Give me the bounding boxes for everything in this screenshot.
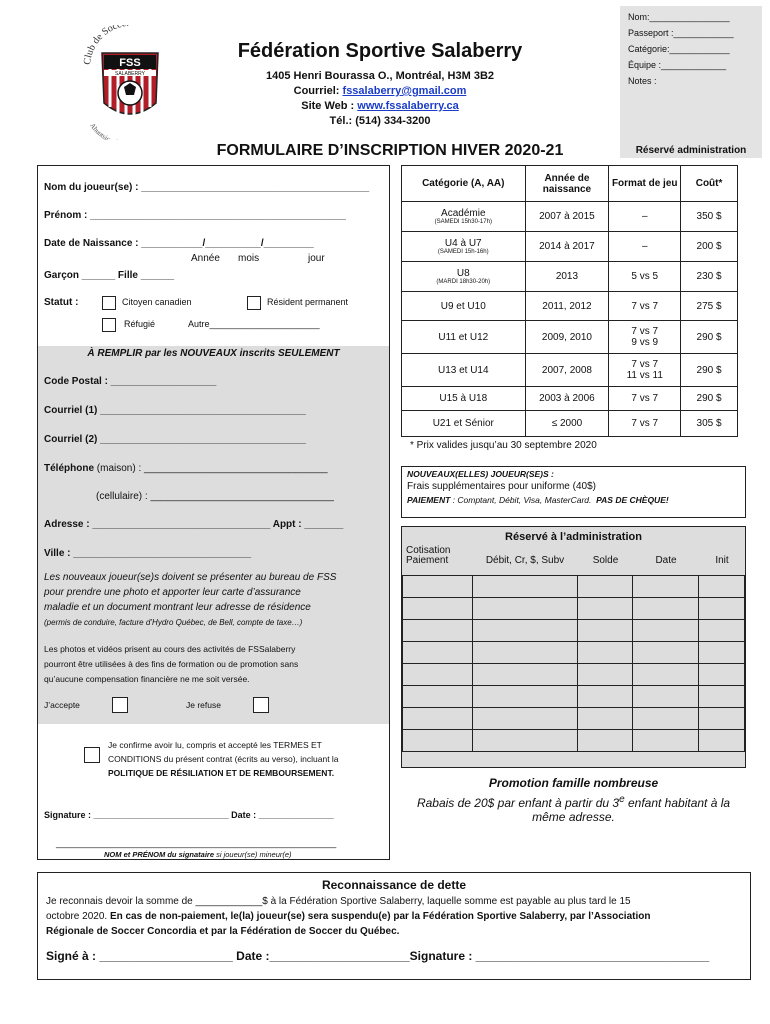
photos-consent-1: Les photos et vidéos prisent au cours des activités de FSSalaberry — [44, 644, 296, 654]
table-row: U15 à U18 2003 à 2006 7 vs 7 290 $ — [402, 387, 738, 411]
header-game-format: Format de jeu — [609, 166, 681, 202]
refugee-checkbox[interactable] — [102, 318, 116, 332]
terms-checkbox[interactable] — [84, 747, 100, 763]
table-row: Académie (SAMEDI 15h30-17h) 2007 à 2015 – 350 $ — [402, 202, 738, 232]
admin-passeport-field[interactable]: Passeport :____________ — [628, 28, 734, 38]
svg-text:Ahuntsic · Cartierville — [88, 122, 146, 140]
website-link[interactable]: www.fssalaberry.ca — [357, 100, 459, 112]
table-row: U13 et U14 2007, 2008 7 vs 7 11 vs 11 290 $ — [402, 354, 738, 387]
table-row: U8 (MARDI 18h30-20h) 2013 5 vs 5 230 $ — [402, 262, 738, 292]
admin-payment-title: Réservé à l’administration — [505, 531, 642, 543]
email-link[interactable]: fssalaberry@gmail.com — [342, 85, 467, 97]
admin-payment-grid[interactable] — [402, 575, 745, 752]
player-name-field[interactable]: Nom du joueur(se) : _________________________________________ — [44, 182, 370, 193]
table-row: U11 et U12 2009, 2010 7 vs 7 9 vs 9 290 $ — [402, 321, 738, 354]
terms-text-2: CONDITIONS du présent contrat (écrits au verso), incluant la — [108, 754, 339, 764]
category-price-table — [401, 165, 738, 437]
new-players-note-2: pour prendre une photo et apporter leur carte d’assurance — [44, 587, 301, 598]
admin-categorie-field[interactable]: Catégorie:____________ — [628, 44, 730, 54]
email1-field[interactable]: Courriel (1) _____________________________________ — [44, 405, 306, 416]
accept-label: J’accepte — [44, 700, 80, 710]
logo-fss-text: FSS — [119, 57, 141, 69]
organization-email — [190, 85, 570, 97]
admin-reserved-label: Réservé administration — [635, 145, 747, 156]
price-footnote: * Prix valides jusqu’au 30 septembre 2020 — [410, 440, 597, 451]
refuse-checkbox[interactable] — [253, 697, 269, 713]
debt-line-2: octobre 2020. En cas de non-paiement, le(la) joueur(se) sera suspendu(e) par la Fédération Sportive Salaberry, par l’Association — [46, 911, 651, 922]
email2-field[interactable]: Courriel (2) _____________________________________ — [44, 434, 306, 445]
photos-consent-3: qu’aucune compensation financière ne me soit versée. — [44, 674, 250, 684]
cotisation-label: Cotisation — [406, 545, 451, 556]
postal-code-field[interactable]: Code Postal : ___________________ — [44, 376, 217, 387]
header-category: Catégorie (A, AA) — [402, 166, 526, 202]
photos-consent-2: pourront être utilisées à des fins de formation ou de promotion sans — [44, 659, 299, 669]
other-status-field[interactable]: Autre______________________ — [188, 319, 320, 329]
home-phone-field[interactable]: Téléphone (maison) : _________________________________ — [44, 463, 328, 474]
citizen-label: Citoyen canadien — [122, 297, 192, 307]
form-title: FORMULAIRE D’INSCRIPTION HIVER 2020-21 — [216, 142, 564, 159]
admin-notes-field[interactable]: Notes : — [628, 76, 657, 86]
table-row: U9 et U10 2011, 2012 7 vs 7 275 $ — [402, 292, 738, 321]
signatory-name-label: NOM et PRÉNOM du signataire si joueur(se) mineur(e) — [104, 850, 292, 859]
website-label: Site Web : — [301, 100, 358, 112]
club-logo — [80, 25, 180, 140]
logo-arc-bottom-text: Ahuntsic — [88, 121, 112, 140]
birth-year-hint: Année — [191, 253, 220, 264]
refuse-label: Je refuse — [186, 700, 221, 710]
organization-phone: Tél.: (514) 334-3200 — [329, 115, 431, 127]
status-label: Statut : — [44, 297, 79, 308]
signature-date-field[interactable]: Signature : ___________________________ Date : _______________ — [44, 810, 334, 820]
terms-text-3: POLITIQUE DE RÉSILIATION ET DE REMBOURSEMENT. — [108, 768, 335, 778]
terms-text-1: Je confirme avoir lu, compris et accepté les TERMES ET — [108, 740, 322, 750]
table-row: U21 et Sénior ≤ 2000 7 vs 7 305 $ — [402, 411, 738, 437]
cell-phone-field[interactable]: (cellulaire) : _________________________________ — [96, 491, 334, 502]
admin-reserved-box — [620, 6, 762, 158]
table-header-row — [402, 166, 738, 202]
logo-band-text: SALABERRY — [115, 71, 145, 77]
permanent-resident-checkbox[interactable] — [247, 296, 261, 310]
accept-checkbox[interactable] — [112, 697, 128, 713]
birth-date-field[interactable]: Date de Naissance : ___________/__________/_________ — [44, 238, 314, 249]
gender-field[interactable]: Garçon ______ Fille ______ — [44, 270, 175, 281]
birth-month-hint: mois — [238, 253, 260, 264]
header-cost: Coût* — [681, 166, 738, 202]
organization-address: 1405 Henri Bourassa O., Montréal, H3M 3B2 — [265, 70, 495, 82]
city-field[interactable]: Ville : ________________________________ — [44, 548, 252, 559]
promo-text: Rabais de 20$ par enfant à partir du 3e enfant habitant à la même adresse. — [416, 794, 731, 824]
logo-arc-top-text: Club de Soc — [81, 25, 119, 66]
debt-line-1[interactable]: Je reconnais devoir la somme de ____________$ à la Fédération Sportive Salaberry, laquelle somme est payable au plus tard le 15 — [46, 896, 631, 907]
header-birth-year: Année de naissance — [525, 166, 609, 202]
promo-title: Promotion famille nombreuse — [488, 776, 659, 790]
payment-methods: PAIEMENT : Comptant, Débit, Visa, MasterCard. PAS DE CHÈQUE! — [407, 495, 669, 505]
citizen-checkbox[interactable] — [102, 296, 116, 310]
uniform-fees: Frais supplémentaires pour uniforme (40$) — [407, 481, 596, 492]
table-row: U4 à U7 (SAMEDI 15h-16h) 2014 à 2017 – 200 $ — [402, 232, 738, 262]
permanent-resident-label: Résident permanent — [267, 297, 349, 307]
new-players-note-4: (permis de conduire, facture d’Hydro Québec, de Bell, compte de taxe…) — [44, 618, 303, 627]
new-players-note-1: Les nouveaux joueur(se)s doivent se présenter au bureau de FSS — [44, 572, 337, 583]
signatory-name-line[interactable]: ________________________________________________________ — [56, 838, 337, 848]
debt-line-3: Régionale de Soccer Concordia et par la Fédération de Soccer du Québec. — [46, 926, 400, 937]
debt-title: Reconnaissance de dette — [321, 878, 467, 892]
new-players-title: À REMPLIR par les NOUVEAUX inscrits SEULEMENT — [87, 348, 340, 359]
address-field[interactable]: Adresse : ________________________________ Appt : _______ — [44, 519, 344, 530]
new-players-note-3: maladie et un document montrant leur adresse de résidence — [44, 602, 311, 613]
first-name-field[interactable]: Prénom : ______________________________________________ — [44, 210, 346, 221]
organization-name: Fédération Sportive Salaberry — [237, 40, 523, 62]
refugee-label: Réfugié — [124, 319, 156, 329]
uniform-title: NOUVEAUX(ELLES) JOUEUR(SE)S : — [407, 469, 554, 479]
debt-acknowledgement-box — [37, 872, 751, 980]
admin-payment-box — [401, 526, 746, 768]
uniform-fees-box — [401, 466, 746, 518]
organization-website — [190, 100, 570, 112]
admin-payment-header: Paiement Débit, Cr, $, Subv Solde Date Init — [406, 555, 729, 566]
debt-signature-line[interactable]: Signé à : ____________________ Date :_____________________Signature : ___________________________________ — [46, 949, 710, 963]
admin-equipe-field[interactable]: Équipe :_____________ — [628, 60, 727, 70]
birth-day-hint: jour — [308, 253, 325, 264]
admin-nom-field[interactable]: Nom:________________ — [628, 12, 730, 22]
email-label: Courriel: — [293, 85, 343, 97]
player-info-panel — [37, 165, 390, 860]
